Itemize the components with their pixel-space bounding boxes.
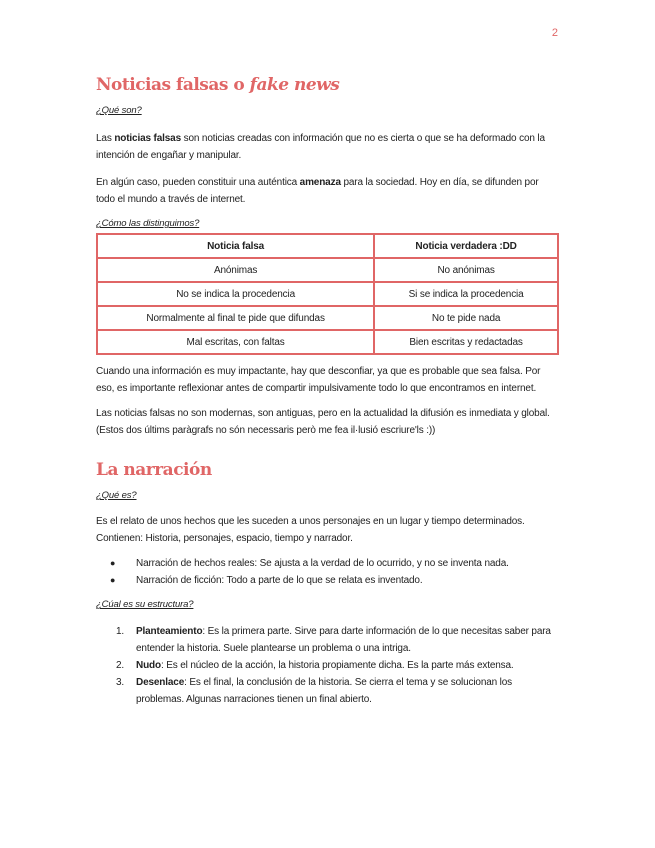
- table-cell: No anónimas: [374, 258, 558, 282]
- p1-post: son noticias creadas con información que no es cierta o que se ha deformado con la intención de engañar y manipular.: [96, 133, 545, 161]
- subheading-como-distinguimos: ¿Cómo las distinguimos?: [96, 218, 200, 229]
- table-cell: Bien escritas y redactadas: [374, 330, 558, 354]
- step-text: : Es el final, la conclusión de la historia. Se cierra el tema y se solucionan los problemas. Algunas narraciones tienen un final abierto.: [136, 677, 513, 705]
- list-item: [96, 623, 558, 657]
- step-term: Nudo: [136, 660, 161, 671]
- narration-types-list: [96, 555, 558, 589]
- table-header: Noticia falsa: [97, 234, 374, 258]
- fake-news-title-italic: fake news: [249, 75, 340, 95]
- subheading-que-son: ¿Qué son?: [96, 105, 142, 116]
- step-term: Desenlace: [136, 677, 185, 688]
- bullet-icon: ●: [110, 558, 116, 568]
- bullet-icon: ●: [110, 575, 116, 585]
- p2-post: para la sociedad. Hoy en día, se difunden por todo el mundo a través de internet.: [96, 177, 539, 205]
- list-item-text: Narración de hechos reales: Se ajusta a la verdad de lo ocurrido, y no se inventa nada.: [136, 558, 509, 569]
- p1-pre: Las: [96, 133, 115, 144]
- table-row: [97, 282, 558, 306]
- p2-bold: amenaza: [299, 177, 341, 188]
- subheading-que-es: ¿Qué es?: [96, 490, 137, 501]
- table-cell: Si se indica la procedencia: [374, 282, 558, 306]
- page-number: 2: [551, 27, 558, 39]
- table-cell: No te pide nada: [374, 306, 558, 330]
- list-number: 3.: [116, 677, 125, 688]
- list-item: [110, 572, 558, 589]
- step-text: : Es la primera parte. Sirve para darte información de lo que necesitas saber para entender la historia. Suele plantearse un problema o una intriga.: [136, 626, 551, 654]
- list-item: [110, 555, 558, 572]
- list-item: [96, 674, 558, 708]
- p2-pre: En algún caso, pueden constituir una auténtica: [96, 177, 300, 188]
- table-cell: Normalmente al final te pide que difundas: [97, 306, 374, 330]
- paragraph-history: Las noticias falsas no son modernas, son antiguas, pero en la actualidad la difusión es inmediata y global. (Estos dos últims paràgrafs no són necessaris però me fea il·lusió escriure'ls :)): [96, 408, 550, 436]
- list-number: 2.: [116, 660, 125, 671]
- paragraph-impact: Cuando una información es muy impactante, hay que desconfiar, ya que es probable que sea falsa. Por eso, es importante reflexionar antes de compartir impulsivamente todo lo que encontramos en internet.: [96, 366, 541, 394]
- list-number: 1.: [116, 626, 125, 637]
- paragraph-threat: [96, 174, 558, 208]
- table-row: [97, 258, 558, 282]
- subheading-estructura: ¿Cúal es su estructura?: [96, 599, 194, 610]
- comparison-table: [96, 233, 559, 355]
- list-item-text: Narración de ficción: Todo a parte de lo que se relata es inventado.: [136, 575, 423, 586]
- table-cell: Mal escritas, con faltas: [97, 330, 374, 354]
- table-cell: Anónimas: [97, 258, 374, 282]
- table-row: [97, 330, 558, 354]
- step-term: Planteamiento: [136, 626, 203, 637]
- fake-news-title: [96, 74, 558, 96]
- p1-bold: noticias falsas: [114, 133, 181, 144]
- structure-list: [96, 623, 558, 708]
- fake-news-title-main: Noticias falsas o: [96, 75, 250, 95]
- table-row: [97, 306, 558, 330]
- table-header: Noticia verdadera :DD: [374, 234, 558, 258]
- paragraph-narration-definition: Es el relato de unos hechos que les suceden a unos personajes en un lugar y tiempo determinados. Contienen: Historia, personajes, espacio, tiempo y narrador.: [96, 516, 525, 544]
- table-header-row: [97, 234, 558, 258]
- document-body: [96, 74, 558, 708]
- paragraph-definition: [96, 130, 558, 164]
- table-cell: No se indica la procedencia: [97, 282, 374, 306]
- step-text: : Es el núcleo de la acción, la historia propiamente dicha. Es la parte más extensa.: [160, 660, 514, 671]
- list-item: [96, 657, 558, 674]
- narration-title: La narración: [96, 460, 212, 480]
